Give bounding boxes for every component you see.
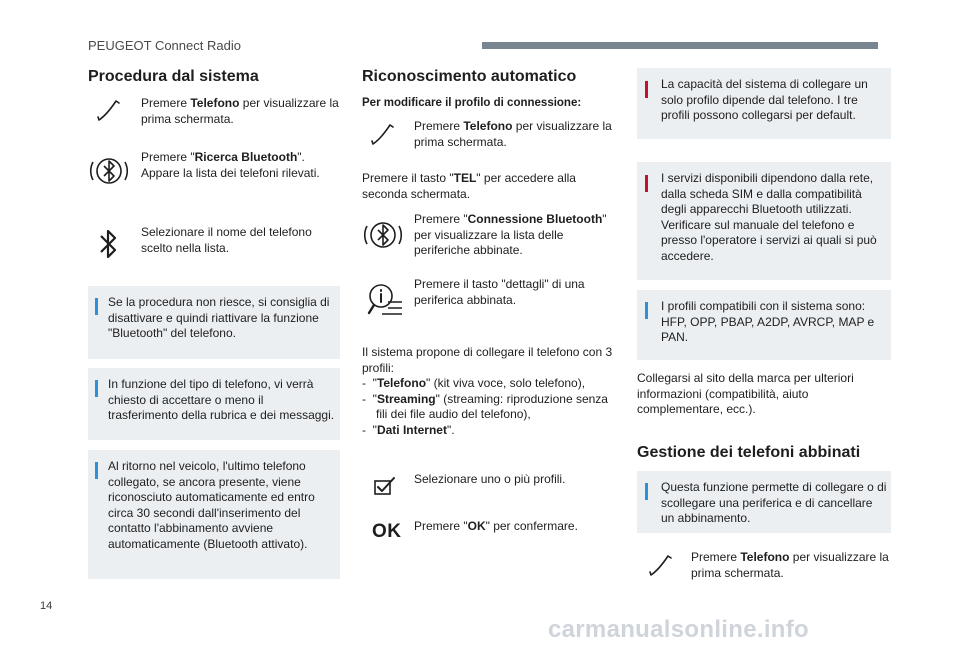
col3-para: Collegarsi al sito della marca per ulteriori informazioni (compatibilità, aiuto complementare, ecc.). [637,371,854,416]
section-title-procedura: Procedura dal sistema [88,68,259,85]
col3-step1-text: Premere Telefono per visualizzare la prima schermata. [691,550,889,580]
col2-step2-text: Premere "Connessione Bluetooth" per visualizzare la lista delle periferiche abbinate. [414,212,607,257]
profile-item: - "Streaming" (streaming: riproduzione senza fili dei file audio del telefono), [362,391,608,421]
warning-marker-icon [645,175,648,192]
bluetooth-icon [96,226,120,262]
info-box-5 [637,471,891,533]
bluetooth-search-icon [362,214,404,256]
phone-handset-icon [370,121,396,147]
info-box-1 [88,286,340,359]
running-title: PEUGEOT Connect Radio [88,38,241,53]
warning-box-1 [637,68,891,139]
phone-handset-icon [648,552,674,578]
info-marker-icon [95,298,98,315]
info-box-4 [637,290,891,360]
col2-para1: Premere il tasto "TEL" per accedere alla seconda schermata. [362,171,576,201]
phone-handset-icon [96,97,122,123]
info-marker-icon [95,462,98,479]
info-text: In funzione del tipo di telefono, vi verrà chiesto di accettare o meno il trasferimento della rubrica e dei messaggi. [108,377,335,422]
section-title-riconoscimento: Riconoscimento automatico [362,68,577,85]
col2-subtitle: Per modificare il profilo di connessione: [362,97,582,109]
section-title-gestione: Gestione dei telefoni abbinati [637,444,861,461]
col2-step4-text: Selezionare uno o più profili. [414,472,566,486]
page-number: 14 [40,600,53,612]
col1-step3-text: Selezionare il nome del telefono scelto nella lista. [141,225,312,255]
warning-text: La capacità del sistema di collegare un solo profilo dipende dal telefono. I tre profili possono collegarsi per default. [661,77,868,122]
info-text: I profili compatibili con il sistema sono: HFP, OPP, PBAP, A2DP, AVRCP, MAP e PAN. [661,299,875,344]
warning-marker-icon [645,81,648,98]
col1-step2-text: Premere "Ricerca Bluetooth". Appare la lista dei telefoni rilevati. [141,150,320,180]
info-box-3 [88,450,340,579]
info-text: Questa funzione permette di collegare o di scollegare una periferica e di cancellare un abbinamento. [661,480,887,525]
checkbox-check-icon [372,474,400,498]
details-list-icon [366,280,406,320]
info-marker-icon [95,380,98,397]
profile-item: - "Dati Internet". [362,422,455,437]
col2-step5-text: Premere "OK" per confermare. [414,519,578,533]
watermark: carmanualsonline.info [548,616,810,643]
col2-step3-text: Premere il tasto "dettagli" di una periferica abbinata. [414,277,585,307]
col1-step1-text: Premere Telefono per visualizzare la prima schermata. [141,96,339,126]
info-marker-icon [645,302,648,319]
profile-item: - "Telefono" (kit viva voce, solo telefono), [362,376,586,390]
bluetooth-search-icon [88,150,130,192]
info-box-2 [88,368,340,440]
warning-box-2 [637,162,891,280]
col2-para2: Il sistema propone di collegare il telefono con 3 profili: [362,345,613,375]
profile-list [362,376,614,438]
header-bar [482,42,878,49]
col2-step1-text: Premere Telefono per visualizzare la prima schermata. [414,119,612,149]
info-text: Al ritorno nel veicolo, l'ultimo telefono collegato, se ancora presente, viene riconosciuto automaticamente ed entro circa 30 secondi dall'inserimento del contatto l'abbinamento avviene automaticamente (Bluetooth attivato). [108,459,315,551]
info-text: Se la procedura non riesce, si consiglia di disattivare e quindi riattivare la funzione "Bluetooth" del telefono. [108,295,330,340]
ok-icon: OK [372,521,402,542]
info-marker-icon [645,483,648,500]
warning-text: I servizi disponibili dipendono dalla rete, dalla scheda SIM e dalla compatibilità degli apparecchi Bluetooth utilizzati. Verificare sul manuale del telefono e presso l'operatore i servizi ai quali si può accedere. [661,171,877,263]
